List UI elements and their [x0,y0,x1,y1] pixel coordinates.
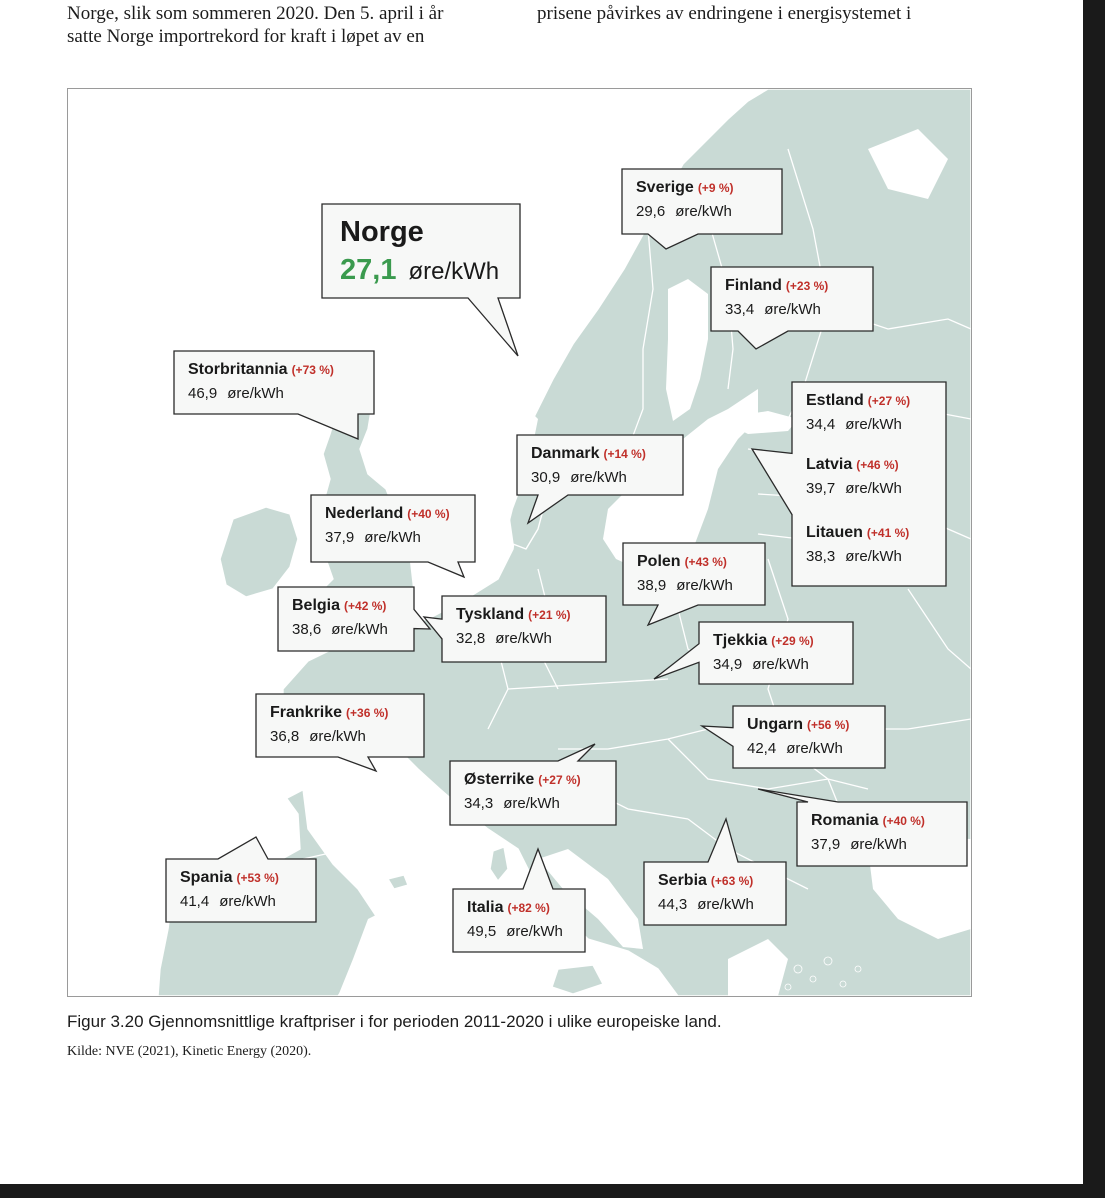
price-value: 42,4 [747,740,777,757]
callout-belgia [278,587,414,651]
price-value: 41,4 [180,893,210,910]
figure-source: Kilde: NVE (2021), Kinetic Energy (2020). [67,1044,312,1059]
price-value: 29,6 [636,203,666,220]
country-name: Norge [340,216,424,248]
price-value: 39,7 [806,480,836,497]
price-unit: øre/kWh [503,795,560,812]
price-change-percent: (+36 %) [346,706,389,720]
price-line [340,254,499,287]
country-name: Danmark [531,445,600,462]
country-name: Østerrike [464,771,535,788]
price-unit: øre/kWh [845,416,902,433]
land-balearic [388,875,408,889]
price-line [325,529,421,547]
price-line [270,728,366,746]
price-line [747,740,843,758]
callout-polen [623,543,765,605]
callout-baltics [792,382,946,586]
price-change-percent: (+21 %) [528,608,571,622]
callout-spania [166,859,316,922]
price-unit: øre/kWh [364,529,421,546]
price-value: 34,4 [806,416,836,433]
price-line [188,385,284,403]
country-name: Romania [811,812,879,829]
price-unit: øre/kWh [752,656,809,673]
callout-sverige [622,169,782,234]
body-text-right-line1: prisene påvirkes av endringene i energisystemet i [537,3,912,24]
price-value: 38,3 [806,548,836,565]
land-ireland [220,507,298,597]
price-unit: øre/kWh [764,301,821,318]
country-name: Tjekkia [713,632,768,649]
country-name-line [325,505,450,523]
price-change-percent: (+14 %) [603,447,646,461]
price-change-percent: (+63 %) [710,874,754,888]
country-name-line [806,456,899,474]
callout-osterrike [450,761,616,825]
callout-norge [322,204,520,298]
price-change-percent: (+27 %) [538,773,581,787]
callout-romania [797,802,967,866]
price-unit: øre/kWh [309,728,366,745]
country-name-line [180,869,279,887]
country-name-line [270,704,388,722]
price-unit: øre/kWh [850,836,907,853]
country-name: Latvia [806,456,853,473]
price-unit: øre/kWh [845,480,902,497]
country-name-line [806,524,909,542]
price-change-percent: (+40 %) [407,507,450,521]
country-name: Estland [806,392,864,409]
price-line [806,416,902,434]
price-unit: øre/kWh [227,385,284,402]
figure-caption: Figur 3.20 Gjennomsnittlige kraftpriser i for perioden 2011-2020 i ulike europeiske land. [67,1012,722,1031]
price-line [467,923,563,941]
price-line [806,548,902,566]
callout-ungarn [733,706,885,768]
country-name: Storbritannia [188,361,288,378]
body-text-left-line1: Norge, slik som sommeren 2020. Den 5. april i år [67,3,444,24]
price-change-percent: (+43 %) [684,555,727,569]
price-unit: øre/kWh [570,469,627,486]
price-unit: øre/kWh [676,577,733,594]
country-name: Ungarn [747,716,803,733]
price-unit: øre/kWh [495,630,552,647]
price-change-percent: (+23 %) [785,279,829,293]
country-name-line [658,872,753,890]
country-name: Italia [467,899,504,916]
price-change-percent: (+53 %) [236,871,279,885]
price-value: 46,9 [188,385,218,402]
price-line [636,203,732,221]
callout-italia [453,889,585,952]
price-change-percent: (+82 %) [507,901,550,915]
price-unit: øre/kWh [331,621,388,638]
callout-storbritannia [174,351,374,414]
price-change-percent: (+27 %) [867,394,911,408]
price-line [806,480,902,498]
price-value: 37,9 [811,836,841,853]
country-name: Sverige [636,179,694,196]
price-unit: øre/kWh [786,740,843,757]
callout-tyskland [442,596,606,662]
price-change-percent: (+46 %) [856,458,899,472]
price-line [464,795,560,813]
callout-tjekkia [699,622,853,684]
price-value: 34,3 [464,795,494,812]
country-name: Litauen [806,524,863,541]
country-name: Spania [180,869,233,886]
page-edge-right [1083,0,1105,1198]
price-value: 32,8 [456,630,486,647]
country-name: Nederland [325,505,404,522]
callout-nederland [311,495,475,562]
country-name: Polen [637,553,681,570]
country-name-line [188,361,334,379]
price-value: 27,1 [340,254,397,286]
price-unit: øre/kWh [697,896,754,913]
country-name: Frankrike [270,704,343,721]
price-value: 38,9 [637,577,667,594]
price-line [811,836,907,854]
price-value: 49,5 [467,923,497,940]
price-change-percent: (+41 %) [866,526,910,540]
price-unit: øre/kWh [506,923,563,940]
country-name-line [747,716,849,734]
callout-finland [711,267,873,331]
country-name: Serbia [658,872,707,889]
price-value: 30,9 [531,469,561,486]
price-unit: øre/kWh [219,893,276,910]
country-name: Belgia [292,597,341,614]
country-name: Finland [725,277,782,294]
country-name-line [456,606,571,624]
price-line [292,621,388,639]
body-text-left-line2: satte Norge importrekord for kraft i løpet av en [67,26,425,47]
country-name-line [811,812,925,830]
price-change-percent: (+40 %) [882,814,925,828]
country-name-line [806,392,910,410]
country-name-line [464,771,581,789]
price-value: 34,9 [713,656,743,673]
country-name-line [637,553,727,571]
callout-serbia [644,862,786,925]
country-name-line [467,899,550,917]
price-unit: øre/kWh [675,203,732,220]
price-value: 44,3 [658,896,688,913]
country-name: Tyskland [456,606,525,623]
price-change-percent: (+56 %) [807,718,850,732]
europe-price-map [67,88,972,997]
callout-frankrike [256,694,424,757]
price-change-percent: (+9 %) [697,181,734,195]
price-line [725,301,821,319]
price-value: 36,8 [270,728,300,745]
price-value: 37,9 [325,529,355,546]
price-change-percent: (+73 %) [291,363,334,377]
page-edge-bottom [0,1184,1105,1198]
country-name-line [292,597,386,615]
country-name-line [636,179,734,197]
price-value: 38,6 [292,621,322,638]
country-name-line [725,277,828,295]
country-name-line [531,445,646,463]
callout-danmark [517,435,683,495]
price-line [658,896,754,914]
price-value: 33,4 [725,301,755,318]
price-line [637,577,733,595]
land-corsica [490,847,508,881]
price-change-percent: (+42 %) [344,599,387,613]
price-line [713,656,809,674]
price-line [456,630,552,648]
price-line [180,893,276,911]
price-unit: øre/kWh [845,548,902,565]
country-name-line [713,632,814,650]
price-unit: øre/kWh [408,258,500,285]
price-change-percent: (+29 %) [771,634,814,648]
land-sicily [552,965,603,994]
price-line [531,469,627,487]
